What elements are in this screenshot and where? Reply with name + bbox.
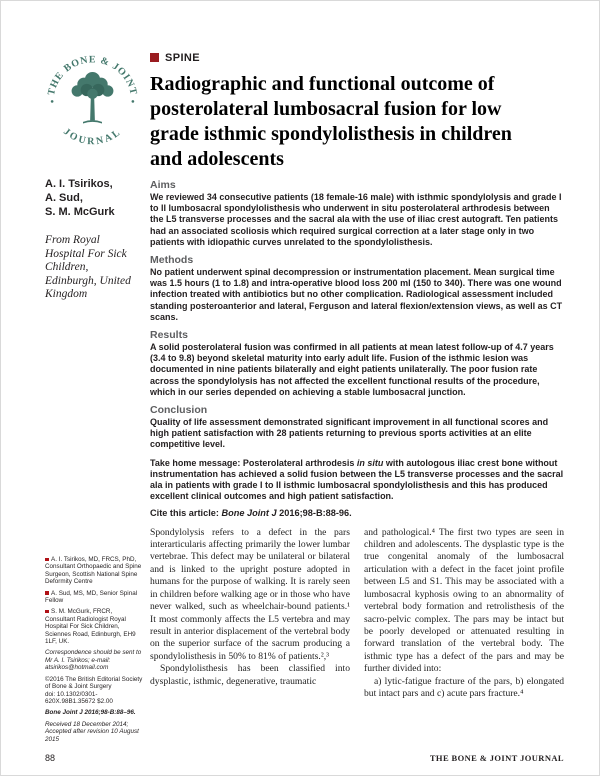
cite-line [150, 508, 564, 519]
body-paragraph: Spondylolysis refers to a defect in the pars interarticularis affecting primarily the lower lumbar vertebrae. This defect may be unilateral or bilateral and is linked to the upright posture adopted in humans for the purpose of walking. It is rarely seen in children before walking age or in those who have never walked, such as wheelchair-bound patients.¹ It most commonly affects the L5 vertebra and may result in anterior displacement of the vertebral body on the superior surface of the sacrum producing a spondylolisthesis in 50% to 81% of patients.²,³ [150, 526, 350, 662]
take-home-label: Take home message: [150, 457, 243, 468]
aims-heading: Aims [150, 179, 176, 191]
note-bullet-icon [45, 610, 49, 614]
section-tag-square-icon [150, 53, 159, 62]
svg-text:JOURNAL [61, 126, 124, 147]
methods-heading: Methods [150, 254, 194, 267]
take-home-text-pre: Posterolateral arthrodesis [242, 457, 357, 468]
logo-separator-dot-right [132, 100, 135, 103]
article-title [150, 72, 564, 172]
author-list [45, 177, 140, 219]
correspondence-note: Correspondence should be sent to Mr A. I. Tsirikos; e-mail: atsirikos@hotmail.com [45, 649, 142, 672]
body-text [150, 527, 564, 701]
journal-logo [45, 52, 140, 147]
note-bullet-icon [45, 558, 49, 562]
conclusion-text: Quality of life assessment demonstrated significant improvement in all functional scores and high patient satisfaction with 28 patients returning to previous sports activities at an elite competitive level. [150, 417, 549, 450]
abstract [150, 179, 564, 451]
take-home-message [150, 458, 564, 503]
author-note-2: A. Sud, MS, MD, Senior Spinal Fellow [45, 589, 138, 605]
footer-journal-name: THE BONE & JOINT JOURNAL [429, 753, 564, 763]
body-paragraph: and pathological.⁴ The first two types are seen in children and adolescents. The dysplastic type is the true congenital anomaly of the lumbosacral articulation with a defect in the facet joint profile between L5 and S1. This may be associated with a lumbosacral kyphosis owing to an abnormality of vertebral body formation and retrolisthesis of the sacro-pelvic complex. The pars may be intact but be poorly developed or attenuated resulting in forward translation of the vertebral body. The isthmic type has a defect of the pars and may be further divided into: [364, 526, 564, 675]
cite-journal: Bone Joint J [221, 508, 277, 519]
cite-rest: 2016;98-B:88-96. [276, 508, 352, 519]
logo-arc-bottom-text: JOURNAL [61, 126, 124, 147]
section-tag [150, 52, 564, 63]
citation-note: Bone Joint J 2016;98-B:88–96. [45, 709, 136, 717]
article-title-line-2: posterolateral lumbosacral fusion for low [150, 98, 502, 120]
body-paragraph: a) lytic-fatigue fracture of the pars, b) elongated but intact pars and c) acute pars fracture.⁴ [364, 675, 564, 699]
methods-text: No patient underwent spinal decompression or instrumentation placement. Mean surgical time was 1.5 hours (1 to 1.8) and intra-operative blood loss 200 ml (150 to 340). There was one wound infection treated with antibiotics but no other complication. Radiological assessment included standing posteroanterior and lateral, Ferguson and lateral flexion/extension views, as well as CT scans. [150, 267, 563, 322]
sidebar-footnotes [45, 556, 144, 747]
body-paragraph: Spondylolisthesis has been classified into dysplastic, isthmic, degenerative, traumatic [150, 663, 350, 687]
received-note: Received 18 December 2014; Accepted after revision 10 August 2015 [45, 720, 139, 743]
aims-text: We reviewed 34 consecutive patients (18 female-16 male) with isthmic spondylolysis and grade I to II lumbosacral spondylolisthesis who underwent in situ posterolateral arthrodesis between the L5 transverse processes and the sacral ala with the use of iliac crest autograft. Ten patients had an associated scoliosis which required surgical correction at a later stage only in two patients with idiopathic curves unrelated to the spondylolisthesis. [150, 192, 562, 247]
logo-arc-top-text: THE BONE & JOINT [46, 54, 139, 97]
journal-logo-graphic [45, 52, 140, 147]
doi-text: doi: 10.1302/0301-620X.98B1.35672 $2.00 [45, 690, 113, 705]
section-tag-label: SPINE [165, 51, 201, 64]
page-number: 88 [45, 753, 56, 763]
article-title-line-3: grade isthmic spondylolisthesis in children [150, 123, 512, 145]
page-footer [45, 750, 564, 763]
take-home-italic: in situ [356, 457, 384, 468]
body-column-2 [364, 527, 564, 701]
conclusion-heading: Conclusion [150, 404, 208, 417]
affiliation: From Royal Hospital For Sick Children, Edinburgh, United Kingdom [45, 234, 131, 300]
logo-separator-dot-left [51, 100, 54, 103]
article-title-line-4: and adolescents [150, 148, 284, 170]
tree-icon [72, 72, 114, 123]
correspondence-email-link[interactable]: atsirikos@hotmail.com [45, 664, 109, 672]
author-name-3: S. M. McGurk [45, 206, 115, 218]
author-name-2: A. Sud, [45, 192, 83, 204]
results-text: A solid posterolateral fusion was confirmed in all patients at mean latest follow-up of 4.7 years (3.4 to 9.8) beyond skeletal maturity into early adult life. Fusion of the isthmic lesion was documented in nine patients bilaterally and eight patients unilaterally. The poor fusion rate across the spondylolysis has not affected the excellent functional results of the procedure, which in our series depended on achieving a stable lumbosacral junction. [150, 342, 554, 397]
copyright-note: ©2016 The British Editorial Society of Bone & Joint Surgery doi: 10.1302/0301-620X.98B1.35672 $2.00 [45, 675, 143, 705]
cite-label: Cite this article: [150, 508, 222, 519]
author-name-1: A. I. Tsirikos, [45, 178, 113, 190]
author-note-1: A. I. Tsirikos, MD, FRCS, PhD, Consultant Orthopaedic and Spine Surgeon, Scottish National Spine Deformity Centre [45, 556, 142, 586]
main-column [150, 52, 564, 700]
body-column-1 [150, 527, 350, 701]
take-home-text-post: with autologous iliac crest bone without instrumentation has achieved a solid fusion between the L5 transverse processes and the sacral ala in patients with grade I to II isthmic lumbosacral spondylolisthesis and this has produced excellent clinical outcomes and high patient satisfaction. [150, 457, 564, 502]
article-title-line-1: Radiographic and functional outcome of [150, 73, 495, 95]
results-heading: Results [150, 329, 188, 342]
author-note-3: S. M. McGurk, FRCR, Consultant Radiologist Royal Hospital For Sick Children, Sciennes Road, Edinburgh, EH9 1LF, UK. [45, 608, 136, 646]
note-bullet-icon [45, 591, 49, 595]
